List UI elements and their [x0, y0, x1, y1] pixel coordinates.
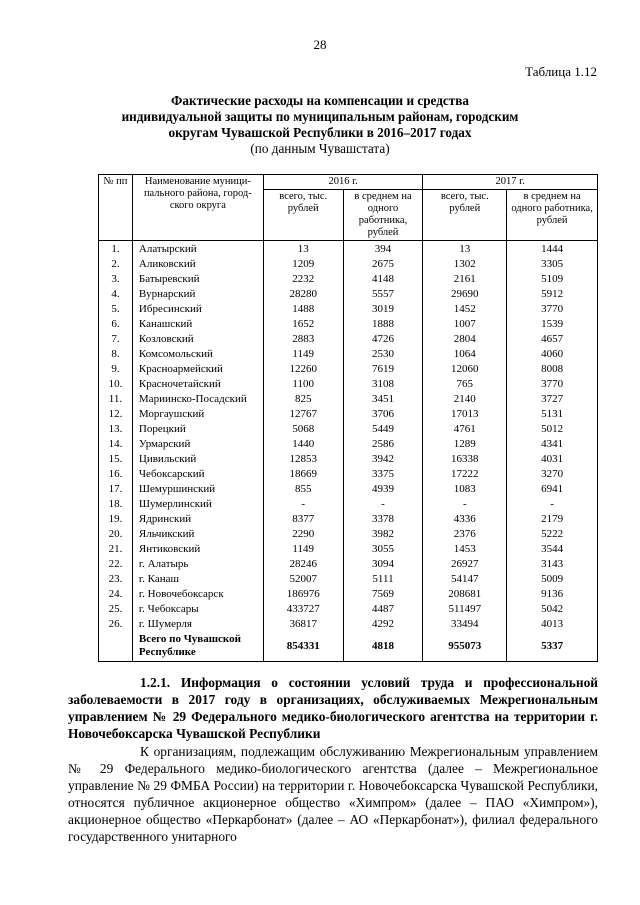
row-name: Шемуршинский [132, 481, 263, 496]
row-name: Красночетайский [132, 376, 263, 391]
row-total-2016: 186976 [263, 586, 343, 601]
row-total-2016: 2290 [263, 526, 343, 541]
row-total-2016: 2232 [263, 271, 343, 286]
table-row [99, 256, 598, 271]
header-avg-2017: в среднем на одного работника, рублей [507, 190, 598, 241]
row-avg-2016: 4939 [343, 481, 423, 496]
row-total-2017: 2804 [423, 331, 507, 346]
row-avg-2017: 3770 [507, 376, 598, 391]
total-no [99, 631, 133, 662]
row-total-2016: 52007 [263, 571, 343, 586]
table-title [100, 93, 540, 157]
row-avg-2017: 1539 [507, 316, 598, 331]
row-no: 22. [99, 556, 133, 571]
row-no: 15. [99, 451, 133, 466]
row-total-2016: 1488 [263, 301, 343, 316]
row-name: Порецкий [132, 421, 263, 436]
row-name: Козловский [132, 331, 263, 346]
row-name: г. Канаш [132, 571, 263, 586]
row-total-2016: - [263, 496, 343, 511]
table-row [99, 271, 598, 286]
row-avg-2017: 4031 [507, 451, 598, 466]
row-total-2016: 1149 [263, 541, 343, 556]
row-avg-2016: 3094 [343, 556, 423, 571]
title-line-2: индивидуальной защиты по муниципальным районам, городским [121, 109, 519, 124]
table-row [99, 571, 598, 586]
row-avg-2017: 5109 [507, 271, 598, 286]
row-total-2016: 1440 [263, 436, 343, 451]
row-avg-2017: 5131 [507, 406, 598, 421]
row-no: 2. [99, 256, 133, 271]
row-avg-2016: 3375 [343, 466, 423, 481]
row-no: 20. [99, 526, 133, 541]
row-name: Комсомольский [132, 346, 263, 361]
row-total-2017: 13 [423, 241, 507, 257]
row-total-2017: 1453 [423, 541, 507, 556]
table-row [99, 601, 598, 616]
row-total-2017: 12060 [423, 361, 507, 376]
table-row [99, 316, 598, 331]
row-avg-2016: 3706 [343, 406, 423, 421]
header-total-2017: всего, тыс. рублей [423, 190, 507, 241]
table-row [99, 556, 598, 571]
row-avg-2017: - [507, 496, 598, 511]
header-avg-2016: в среднем на одного работника, рублей [343, 190, 423, 241]
row-avg-2016: 2675 [343, 256, 423, 271]
row-avg-2017: 4657 [507, 331, 598, 346]
table-row [99, 451, 598, 466]
total-a17: 5337 [507, 631, 598, 662]
table-row [99, 481, 598, 496]
row-total-2017: 4336 [423, 511, 507, 526]
row-total-2016: 13 [263, 241, 343, 257]
page-number: 28 [313, 37, 327, 52]
row-avg-2017: 1444 [507, 241, 598, 257]
row-name: Шумерлинский [132, 496, 263, 511]
row-total-2017: 54147 [423, 571, 507, 586]
table-row [99, 496, 598, 511]
row-name: Батыревский [132, 271, 263, 286]
header-year-2017: 2017 г. [423, 175, 598, 190]
row-avg-2017: 3770 [507, 301, 598, 316]
row-total-2017: 2140 [423, 391, 507, 406]
row-total-2016: 825 [263, 391, 343, 406]
row-avg-2016: 4292 [343, 616, 423, 631]
row-total-2017: 2161 [423, 271, 507, 286]
row-no: 3. [99, 271, 133, 286]
table-row [99, 331, 598, 346]
table-row [99, 421, 598, 436]
row-total-2016: 5068 [263, 421, 343, 436]
row-avg-2016: 394 [343, 241, 423, 257]
row-avg-2016: 3019 [343, 301, 423, 316]
row-total-2017: 26927 [423, 556, 507, 571]
row-name: Канашский [132, 316, 263, 331]
table-row [99, 346, 598, 361]
row-avg-2017: 5012 [507, 421, 598, 436]
row-no: 18. [99, 496, 133, 511]
row-total-2017: 2376 [423, 526, 507, 541]
row-avg-2017: 2179 [507, 511, 598, 526]
row-total-2016: 1209 [263, 256, 343, 271]
row-total-2017: 17013 [423, 406, 507, 421]
row-avg-2016: - [343, 496, 423, 511]
row-name: Ибресинский [132, 301, 263, 316]
row-total-2016: 18669 [263, 466, 343, 481]
row-total-2016: 2883 [263, 331, 343, 346]
row-name: Урмарский [132, 436, 263, 451]
section-paragraph: К организациям, подлежащим обслуживанию Межрегиональным управлением № 29 Федерального медико-биологического агентства (далее – Межрегиональное управление № 29 ФМБА России) на территории г. Новочебоксарска Чувашской Республики, относятся публичное акционерное общество «Химпром» (далее – ПАО «Химпром»), акционерное общество «Перкарбонат» (далее – АО «Перкарбонат»), филиал федерального государственного унитарного [68, 744, 598, 844]
row-total-2017: 1289 [423, 436, 507, 451]
row-no: 10. [99, 376, 133, 391]
row-no: 5. [99, 301, 133, 316]
row-name: Алатырский [132, 241, 263, 257]
row-avg-2017: 3270 [507, 466, 598, 481]
row-name: Янтиковский [132, 541, 263, 556]
row-total-2017: 208681 [423, 586, 507, 601]
row-total-2016: 1652 [263, 316, 343, 331]
row-name: Ядринский [132, 511, 263, 526]
table-row [99, 391, 598, 406]
row-avg-2016: 5449 [343, 421, 423, 436]
row-avg-2017: 8008 [507, 361, 598, 376]
row-avg-2016: 4487 [343, 601, 423, 616]
table-row [99, 376, 598, 391]
title-source: (по данным Чувашстата) [250, 141, 390, 156]
row-total-2016: 28280 [263, 286, 343, 301]
row-total-2016: 12260 [263, 361, 343, 376]
row-total-2017: 1083 [423, 481, 507, 496]
table-row [99, 241, 598, 257]
row-total-2017: 1452 [423, 301, 507, 316]
title-line-3: округам Чувашской Республики в 2016–2017 годах [168, 125, 472, 140]
row-name: г. Чебоксары [132, 601, 263, 616]
row-avg-2016: 3451 [343, 391, 423, 406]
table-row [99, 541, 598, 556]
row-name: Вурнарский [132, 286, 263, 301]
row-avg-2016: 1888 [343, 316, 423, 331]
row-no: 7. [99, 331, 133, 346]
row-no: 21. [99, 541, 133, 556]
table-row [99, 586, 598, 601]
row-name: Цивильский [132, 451, 263, 466]
row-avg-2016: 3055 [343, 541, 423, 556]
row-total-2016: 28246 [263, 556, 343, 571]
header-name: Наименование муници-пального района, город-ского округа [132, 175, 263, 241]
row-avg-2016: 7569 [343, 586, 423, 601]
row-name: Аликовский [132, 256, 263, 271]
row-name: г. Алатырь [132, 556, 263, 571]
row-avg-2016: 3108 [343, 376, 423, 391]
row-no: 4. [99, 286, 133, 301]
row-avg-2017: 5042 [507, 601, 598, 616]
row-no: 8. [99, 346, 133, 361]
row-total-2017: 765 [423, 376, 507, 391]
row-no: 24. [99, 586, 133, 601]
row-no: 13. [99, 421, 133, 436]
header-no: № пп [99, 175, 133, 241]
row-avg-2016: 3378 [343, 511, 423, 526]
row-avg-2017: 3143 [507, 556, 598, 571]
row-total-2017: 16338 [423, 451, 507, 466]
row-total-2017: 4761 [423, 421, 507, 436]
row-no: 14. [99, 436, 133, 451]
table-total-row [99, 631, 598, 662]
table-row [99, 301, 598, 316]
row-avg-2016: 3942 [343, 451, 423, 466]
row-avg-2017: 4013 [507, 616, 598, 631]
row-total-2017: 17222 [423, 466, 507, 481]
row-name: г. Новочебоксарск [132, 586, 263, 601]
table-row [99, 361, 598, 376]
expenses-table [98, 174, 598, 662]
row-total-2017: 511497 [423, 601, 507, 616]
row-avg-2017: 4341 [507, 436, 598, 451]
row-name: г. Шумерля [132, 616, 263, 631]
row-avg-2017: 5222 [507, 526, 598, 541]
row-name: Красноармейский [132, 361, 263, 376]
header-total-2016: всего, тыс. рублей [263, 190, 343, 241]
table-row [99, 526, 598, 541]
section-text [68, 674, 598, 845]
row-avg-2016: 4148 [343, 271, 423, 286]
table-row [99, 466, 598, 481]
table-row [99, 436, 598, 451]
row-total-2017: 33494 [423, 616, 507, 631]
row-no: 26. [99, 616, 133, 631]
row-avg-2017: 4060 [507, 346, 598, 361]
row-total-2016: 1100 [263, 376, 343, 391]
row-no: 16. [99, 466, 133, 481]
table-label: Таблица 1.12 [525, 64, 597, 79]
row-total-2016: 855 [263, 481, 343, 496]
row-avg-2017: 3727 [507, 391, 598, 406]
row-no: 19. [99, 511, 133, 526]
row-no: 6. [99, 316, 133, 331]
row-avg-2017: 5009 [507, 571, 598, 586]
row-avg-2016: 2530 [343, 346, 423, 361]
row-total-2017: 1302 [423, 256, 507, 271]
row-avg-2016: 7619 [343, 361, 423, 376]
row-total-2016: 433727 [263, 601, 343, 616]
row-total-2016: 1149 [263, 346, 343, 361]
table-row [99, 616, 598, 631]
row-no: 17. [99, 481, 133, 496]
row-avg-2016: 5557 [343, 286, 423, 301]
table-row [99, 406, 598, 421]
row-name: Чебоксарский [132, 466, 263, 481]
row-total-2017: 1064 [423, 346, 507, 361]
row-total-2016: 12767 [263, 406, 343, 421]
total-label: Всего по Чувашской Республике [132, 631, 263, 662]
row-name: Мариинско-Посадский [132, 391, 263, 406]
total-v17: 955073 [423, 631, 507, 662]
row-no: 23. [99, 571, 133, 586]
row-total-2017: 1007 [423, 316, 507, 331]
row-avg-2017: 9136 [507, 586, 598, 601]
table-body [99, 241, 598, 662]
header-year-2016: 2016 г. [263, 175, 423, 190]
row-total-2016: 12853 [263, 451, 343, 466]
row-total-2017: - [423, 496, 507, 511]
row-no: 12. [99, 406, 133, 421]
row-no: 9. [99, 361, 133, 376]
row-avg-2017: 3544 [507, 541, 598, 556]
row-avg-2016: 5111 [343, 571, 423, 586]
row-no: 11. [99, 391, 133, 406]
row-avg-2016: 2586 [343, 436, 423, 451]
title-line-1: Фактические расходы на компенсации и средства [171, 93, 469, 108]
row-avg-2017: 3305 [507, 256, 598, 271]
row-no: 25. [99, 601, 133, 616]
row-avg-2017: 6941 [507, 481, 598, 496]
row-name: Моргаушский [132, 406, 263, 421]
row-total-2016: 36817 [263, 616, 343, 631]
table-row [99, 286, 598, 301]
row-name: Яльчикский [132, 526, 263, 541]
table-row [99, 511, 598, 526]
row-avg-2016: 4726 [343, 331, 423, 346]
total-a16: 4818 [343, 631, 423, 662]
total-v16: 854331 [263, 631, 343, 662]
row-avg-2016: 3982 [343, 526, 423, 541]
row-avg-2017: 5912 [507, 286, 598, 301]
row-total-2016: 8377 [263, 511, 343, 526]
section-heading: 1.2.1. Информация о состоянии условий труда и профессиональной заболеваемости в 2017 году в организациях, обслуживаемых Межрегиональным управлением № 29 Федерального медико-биологического агентства на территории г. Новочебоксарска Чувашской Республики [68, 675, 598, 741]
row-no: 1. [99, 241, 133, 257]
row-total-2017: 29690 [423, 286, 507, 301]
